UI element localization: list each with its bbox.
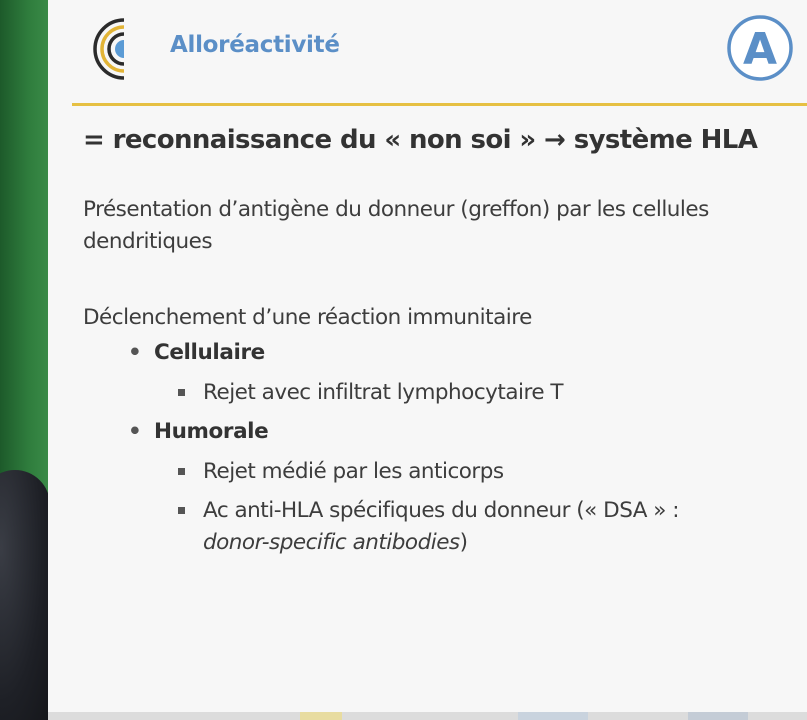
square-bullet-icon (178, 389, 185, 396)
presenter-silhouette (0, 470, 48, 720)
title-divider (72, 103, 807, 106)
sub-bullet-text: Rejet médié par les anticorps (203, 459, 504, 484)
square-bullet-icon (178, 468, 185, 475)
bullet-dot-icon: • (128, 419, 142, 444)
sub-bullet-text: Rejet avec infiltrat lymphocytaire T (203, 380, 564, 405)
dsa-text: Ac anti-HLA spécifiques du donneur (« DSA » : (203, 498, 680, 523)
paragraph-presentation: Présentation d’antigène du donneur (greffon) par les cellules dendritiques (83, 197, 709, 254)
sub-bullet-rejet-anticorps (178, 456, 798, 488)
concentric-arc-logo-icon (88, 14, 128, 84)
sub-bullet-dsa (178, 495, 798, 559)
square-bullet-icon (178, 507, 185, 514)
slide-title: Alloréactivité (170, 32, 340, 58)
slide (48, 0, 807, 718)
bullet-dot-icon: • (128, 340, 142, 365)
bullet-label: Humorale (154, 419, 269, 444)
bullet-label: Cellulaire (154, 340, 265, 365)
bullet-humorale (128, 419, 268, 444)
dsa-close-paren: ) (459, 530, 468, 555)
badge-letter: A (742, 24, 778, 75)
dsa-italic-text: donor-specific antibodies (203, 530, 460, 555)
sub-bullet-rejet-cellulaire (178, 377, 798, 409)
slide-heading: = reconnaissance du « non soi » → système HLA (83, 125, 758, 155)
bottom-strip (48, 712, 807, 720)
bullet-cellulaire (128, 340, 265, 365)
circled-letter-a-icon (726, 14, 794, 82)
sub-bullet-text (203, 495, 798, 559)
video-background (0, 0, 48, 720)
paragraph-declenchement: Déclenchement d’une réaction immunitaire (83, 305, 532, 330)
